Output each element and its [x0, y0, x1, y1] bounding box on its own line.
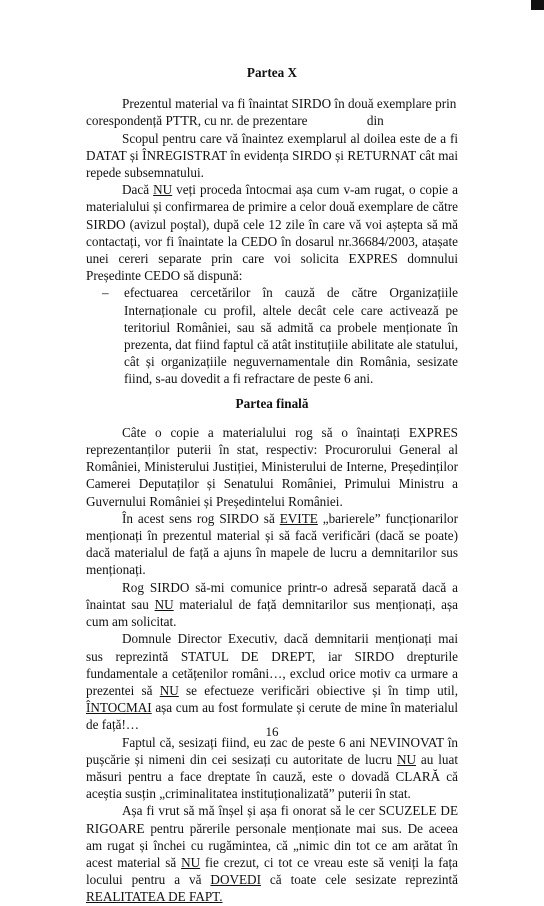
- text-run: Faptul că, sesizați fiind, eu zac de peste 6 ani NEVINOVAT în pușcărie și nimeni din cei sesizați cu autoritate de lucru: [86, 734, 458, 767]
- underlined-emphasis: NU: [181, 854, 201, 870]
- text-run: „barierele” funcționarilor menționați în prezentul material și să facă verificări (dacă se poate) dacă materialul de față a ajuns în mapele de lucru a demnitarilor sus menționați.: [86, 510, 458, 578]
- request-list: [86, 284, 458, 387]
- section-x-paragraph-3: [86, 181, 458, 284]
- section-x-p1-line1: Prezentul material va fi înaintat SIRDO în două exemplare prin: [122, 96, 457, 112]
- page-number: 16: [265, 724, 279, 739]
- section-final-title: Partea finală: [235, 395, 309, 411]
- final-paragraph-3: [86, 579, 458, 631]
- final-paragraph-4: [86, 630, 458, 733]
- underlined-emphasis: REALITATEA DE FAPT.: [86, 889, 223, 905]
- text-run: materialul de față demnitarilor sus menționați, așa cum am solicitat.: [86, 596, 458, 630]
- section-x-title: Partea X: [246, 65, 298, 80]
- text-run: au luat măsuri pentru a face dreptate în cauză, este o dovadă CLARĂ că aceștia susțin „criminalitatea instituționalizată” puterii în stat.: [86, 751, 458, 802]
- document-page: [86, 64, 458, 906]
- text-run: Dacă: [122, 182, 154, 198]
- underlined-emphasis: NU: [159, 682, 179, 698]
- underlined-emphasis: ÎNTOCMAI: [86, 700, 152, 716]
- underlined-emphasis: NU: [154, 596, 174, 612]
- text-run: se efectueze verificări obiective și în timp util,: [178, 682, 458, 698]
- text-run: Așa fi vrut să mă înșel și așa fi onorat să le cer SCUZELE DE RIGOARE pentru părerile personale menționate mai sus. De aceea am rugat și închei cu rugămintea, că „nimic din tot ce am arătat în acest material să: [86, 803, 458, 870]
- section-x-paragraph-2: Scopul pentru care vă înaintez exemplarul al doilea este de a fi DATAT și ÎNREGISTRAT în evidența SIRDO și RETURNAT cât mai repede subsemnatului.: [86, 130, 458, 181]
- text-run: Domnule Director Executiv, dacă demnitarii menționați mai sus reprezintă STATUL DE DREPT, iar SIRDO drepturile fundamentale a cetățenilor români…, exclud orice motiv ca urmare a prezentei să: [86, 631, 458, 698]
- underlined-emphasis: NU: [153, 182, 173, 198]
- underlined-emphasis: EVITE: [279, 510, 318, 526]
- section-x-p1-line2: corespondență PTTR, cu nr. de prezentare din: [86, 113, 384, 129]
- text-run: așa cum au fost formulate și cerute de mine în materialul de față!…: [86, 700, 458, 733]
- final-paragraph-1: Câte o copie a materialului rog să o înaintați EXPRES reprezentanților puterii în stat, respectiv: Procurorului General al României, Ministerului Justiției, Ministerului de Interne, Președinților Camerei Deputaților și Senatului României, Primului Ministru a Guvernului României și Președintelui României.: [86, 424, 458, 509]
- section-x-paragraph-1: [86, 95, 458, 129]
- text-run: veți proceda întocmai așa cum v-am rugat, o copie a materialului și confirmarea de primire a celor două exemplare de către SIRDO (avizul poștal), după cele 12 zile în care vă voi aștepta să mă contactați, vor fi înaintate la CEDO în dosarul nr.36684/2003, atașate unei cereri separate prin care voi solicita EXPRES domnului Președinte CEDO să dispună:: [86, 182, 458, 284]
- list-item: – efectuarea cercetărilor în cauză de către Organizațiile Internaționale cu profil, altele decât cele care activează pe teritoriul României, sau să admită ca probele menționate în prezenta, dat fiind faptul că atât instituțiile abilitate ale statului, cât și organizațiile neguvernamentale din România, sesizate fiind, s-au dovedit a fi refractare de peste 6 ani.: [124, 284, 458, 387]
- final-paragraph-6: [86, 802, 458, 905]
- text-run: fie crezut, ci tot ce vreau este să veniți la fața locului pentru a vă: [86, 854, 458, 888]
- text-run: că toate cele sesizate reprezintă: [260, 872, 458, 888]
- scan-corner-mark: [531, 0, 544, 10]
- underlined-emphasis: NU: [396, 751, 417, 767]
- final-paragraph-2: [86, 510, 458, 579]
- text-run: În acest sens rog SIRDO să: [122, 510, 280, 526]
- text-run: Rog SIRDO să-mi comunice printr-o adresă separată dacă a înaintat sau: [86, 579, 458, 612]
- underlined-emphasis: DOVEDI: [210, 872, 261, 888]
